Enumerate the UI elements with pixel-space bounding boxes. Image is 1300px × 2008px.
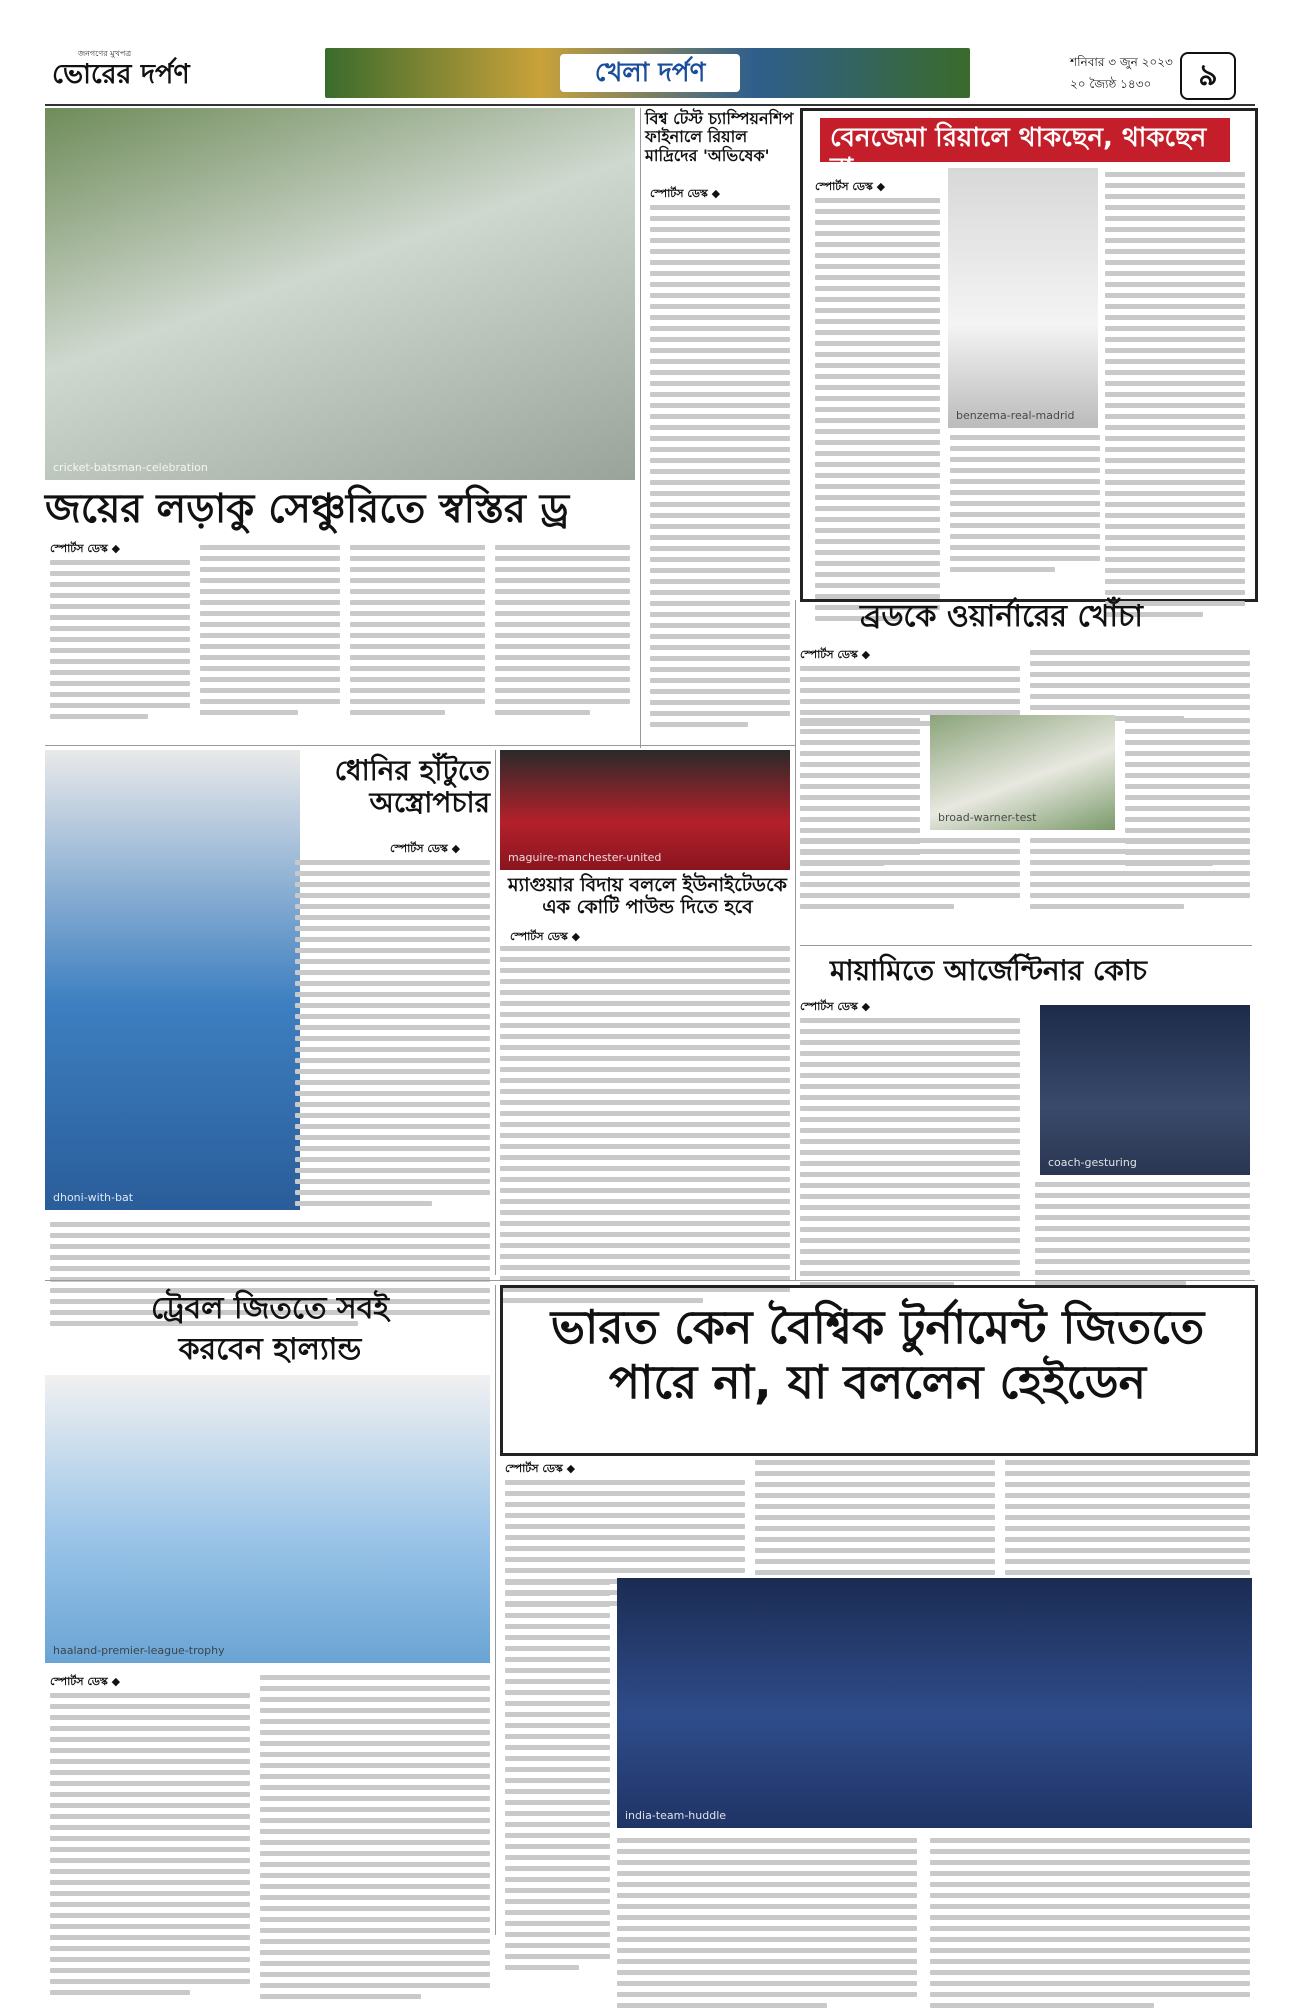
haaland-kicker: স্পোর্টস ডেস্ক ◆ — [50, 1675, 121, 1688]
maguire-kicker: স্পোর্টস ডেস্ক ◆ — [510, 930, 581, 943]
broad-headline: ব্রডকে ওয়ার্নারের খোঁচা — [860, 599, 1143, 634]
main-body-col3 — [350, 545, 485, 715]
benzema-kicker: স্পোর্টস ডেস্ক ◆ — [815, 180, 886, 193]
benzema-body-col1 — [815, 198, 940, 621]
photo-caption: cricket-batsman-celebration — [53, 461, 208, 474]
haaland-body-col2 — [260, 1675, 490, 1999]
argentina-body-col2 — [1035, 1182, 1250, 1286]
broad-kicker: স্পোর্টস ডেস্ক ◆ — [800, 648, 871, 661]
row-rule — [45, 1280, 1255, 1281]
haaland-photo — [45, 1375, 490, 1663]
row-rule — [800, 945, 1252, 946]
main-body-col4 — [495, 545, 630, 715]
photo-caption: dhoni-with-bat — [53, 1191, 134, 1204]
dhoni-photo — [45, 750, 300, 1210]
photo-caption: broad-warner-test — [938, 811, 1037, 824]
broad-body-col2 — [1030, 650, 1250, 721]
argentina-kicker: স্পোর্টস ডেস্ক ◆ — [800, 1000, 871, 1013]
haaland-body-col1 — [50, 1693, 250, 1995]
photo-caption: haaland-premier-league-trophy — [53, 1644, 225, 1657]
benzema-body-col3 — [1105, 172, 1245, 617]
photo-caption: india-team-huddle — [625, 1809, 727, 1822]
india-body-col2 — [755, 1460, 995, 1586]
column-rule — [795, 600, 796, 1280]
photo-caption: maguire-manchester-united — [508, 851, 662, 864]
column-rule — [640, 108, 641, 748]
date-gregorian: শনিবার ৩ জুন ২০২৩ — [1070, 55, 1173, 69]
real-final-body — [650, 205, 790, 727]
haaland-headline-line1: ট্রেবল জিততে সবই — [150, 1291, 390, 1326]
benzema-photo — [948, 168, 1098, 428]
row-rule — [45, 745, 795, 746]
broad-body-col6 — [1030, 838, 1250, 909]
column-rule — [495, 750, 496, 1275]
benzema-body-col2 — [950, 435, 1100, 572]
section-title: খেলা দর্পণ — [560, 54, 740, 92]
india-body-col5 — [617, 1838, 917, 2008]
real-final-kicker: স্পোর্টস ডেস্ক ◆ — [650, 187, 721, 200]
dhoni-headline: ধোনির হাঁটুতে অস্ত্রোপচার — [334, 754, 490, 820]
argentina-coach-photo — [1040, 1005, 1250, 1175]
photo-caption: coach-gesturing — [1048, 1156, 1137, 1169]
cricket-photo — [45, 108, 635, 480]
dhoni-kicker: স্পোর্টস ডেস্ক ◆ — [390, 842, 461, 855]
haaland-headline-line2: করবেন হাল্যান্ড — [178, 1332, 362, 1367]
column-rule — [495, 1285, 496, 1935]
broad-photo — [930, 715, 1115, 830]
real-final-headline: বিশ্ব টেস্ট চ্যাম্পিয়নশিপ ফাইনালে রিয়াল মাদ্রিদের 'অভিষেক' — [645, 109, 794, 165]
page-number: ৯ — [1180, 52, 1236, 100]
newspaper-logo: ভোরের দর্পণ — [52, 59, 190, 90]
main-body-col1 — [50, 560, 190, 719]
main-headline: জয়ের লড়াকু সেঞ্চুরিতে স্বস্তির ড্র — [45, 486, 570, 532]
maguire-headline: ম্যাগুয়ার বিদায় বললে ইউনাইটেডকে এক কোটি পাউন্ড দিতে হবে — [508, 874, 787, 918]
india-body-col3 — [1005, 1460, 1250, 1586]
maguire-body — [500, 946, 790, 1303]
photo-caption: benzema-real-madrid — [956, 409, 1075, 422]
logo-tagline: জনগণের মুখপত্র — [78, 49, 132, 58]
argentina-headline: মায়ামিতে আর্জেন্টিনার কোচ — [830, 954, 1148, 987]
dhoni-body — [295, 860, 490, 1206]
india-team-photo — [617, 1578, 1252, 1828]
main-kicker: স্পোর্টস ডেস্ক ◆ — [50, 542, 121, 555]
header-rule — [45, 104, 1255, 106]
date-bengali: ২০ জ্যৈষ্ঠ ১৪৩০ — [1070, 77, 1152, 91]
maguire-photo — [500, 750, 790, 870]
india-body-col6 — [930, 1838, 1250, 2008]
main-body-col2 — [200, 545, 340, 715]
broad-body-col5 — [800, 838, 1020, 909]
india-body-col4 — [505, 1580, 610, 1970]
argentina-body-col1 — [800, 1018, 1020, 1287]
benzema-headline: বেনজেমা রিয়ালে থাকছেন, থাকছেন না — [830, 123, 1207, 183]
india-headline: ভারত কেন বৈশ্বিক টুর্নামেন্ট জিততে পারে না, যা বললেন হেইডেন — [550, 1300, 1205, 1410]
india-kicker: স্পোর্টস ডেস্ক ◆ — [505, 1462, 576, 1475]
